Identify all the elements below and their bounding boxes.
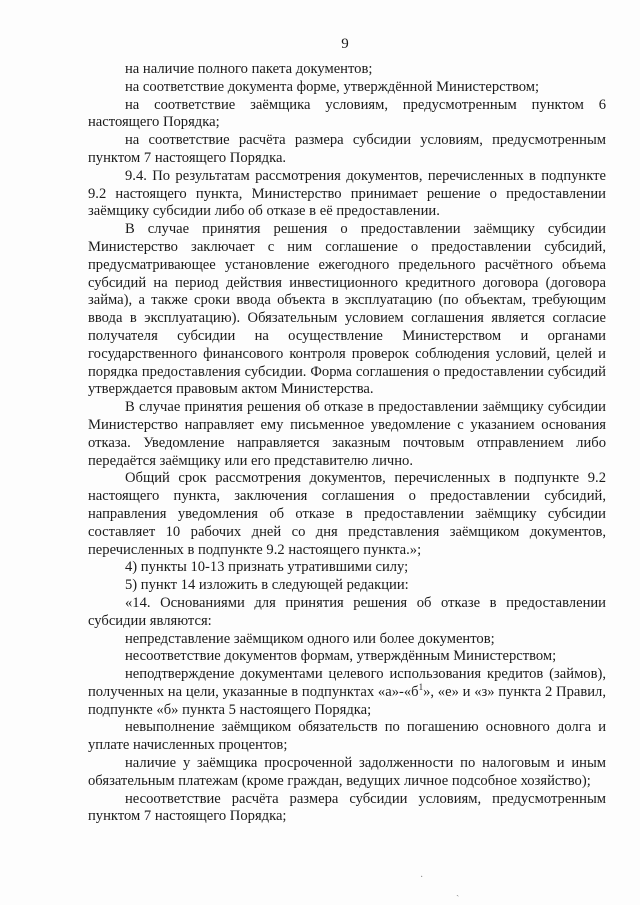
paragraph: на соответствие заёмщика условиям, предусмотренным пунктом 6 настоящего Порядка; — [88, 96, 606, 131]
paragraph: невыполнение заёмщиком обязательств по погашению основного долга и уплате начисленных процентов; — [88, 719, 606, 754]
scan-speck: ˎ — [456, 886, 460, 897]
paragraph: на соответствие расчёта размера субсидии условиям, предусмотренным пунктом 7 настоящего Порядка. — [88, 132, 606, 166]
paragraph: 9.4. По результатам рассмотрения документов, перечисленных в подпункте 9.2 настоящего пункта, Министерство принимает решение о предоставлении заёмщику субсидии либо об отказе в её предоставлении. — [88, 167, 606, 220]
paragraph: Общий срок рассмотрения документов, перечисленных в подпункте 9.2 настоящего пункта, заключения соглашения о предоставлении субсидий, направления уведомления об отказе в предоставлении заёмщику субсидии составляет 10 рабочих дней со дня представления заёмщиком документов, перечисленных в подпункте 9.2 настоящего пункта.»; — [88, 470, 606, 558]
page-number: 9 — [341, 36, 349, 52]
paragraph: несоответствие документов формам, утверждённым Министерством; — [125, 648, 557, 665]
paragraph: непредставление заёмщиком одного или более документов; — [125, 630, 495, 647]
superscript: 1 — [418, 682, 424, 693]
paragraph: В случае принятия решения об отказе в предоставлении заёмщику субсидии Министерство направляет ему письменное уведомление с указанием основания отказа. Уведомление направляется заказным почтовым отправлением либо передаётся заёмщику или его представителю лично. — [88, 399, 606, 469]
paragraph: на наличие полного пакета документов; — [125, 61, 373, 77]
paragraph: 4) пункты 10-13 признать утратившими силу; — [125, 559, 409, 576]
paragraph: 5) пункт 14 изложить в следующей редакции: — [125, 577, 409, 594]
paragraph: наличие у заёмщика просроченной задолженности по налоговым и иным обязательным платежам (кроме граждан, ведущих личное подсобное хозяйство); — [88, 755, 606, 789]
document-body — [88, 61, 606, 826]
paragraph-text: неподтверждение документами целевого использования кредитов (займов), полученных на цели, указанные в подпунктах «а»-«б — [88, 666, 606, 700]
paragraph-text-tail: », «е» и «з» пункта 2 Правил, подпункте «б» пункта 5 настоящего Порядка; — [88, 683, 606, 718]
paragraph: В случае принятия решения о предоставлении заёмщику субсидии Министерство заключает с ним соглашение о предоставлении субсидий, предусматривающее установление ежегодного предельного расчётного объема субсидий на период действия инвестиционного кредитного договора (договора займа), а также сроки ввода объекта в эксплуатацию (по объектам, требующим ввода в эксплуатацию). Обязательным условием соглашения является согласие получателя субсидии на осуществление Министерством и органами государственного финансового контроля проверок соблюдения условий, целей и порядка предоставления субсидии. Форма соглашения о предоставлении субсидий утверждается правовым актом Министерства. — [88, 221, 606, 398]
paragraph: «14. Основаниями для принятия решения об отказе в предоставлении субсидии являются: — [88, 594, 606, 629]
paragraph: несоответствие расчёта размера субсидии условиям, предусмотренным пунктом 7 настоящего Порядка; — [88, 790, 606, 825]
paragraph — [88, 666, 606, 719]
scan-speck: · — [420, 872, 424, 883]
paragraph: на соответствие документа форме, утверждённой Министерством; — [125, 78, 540, 95]
